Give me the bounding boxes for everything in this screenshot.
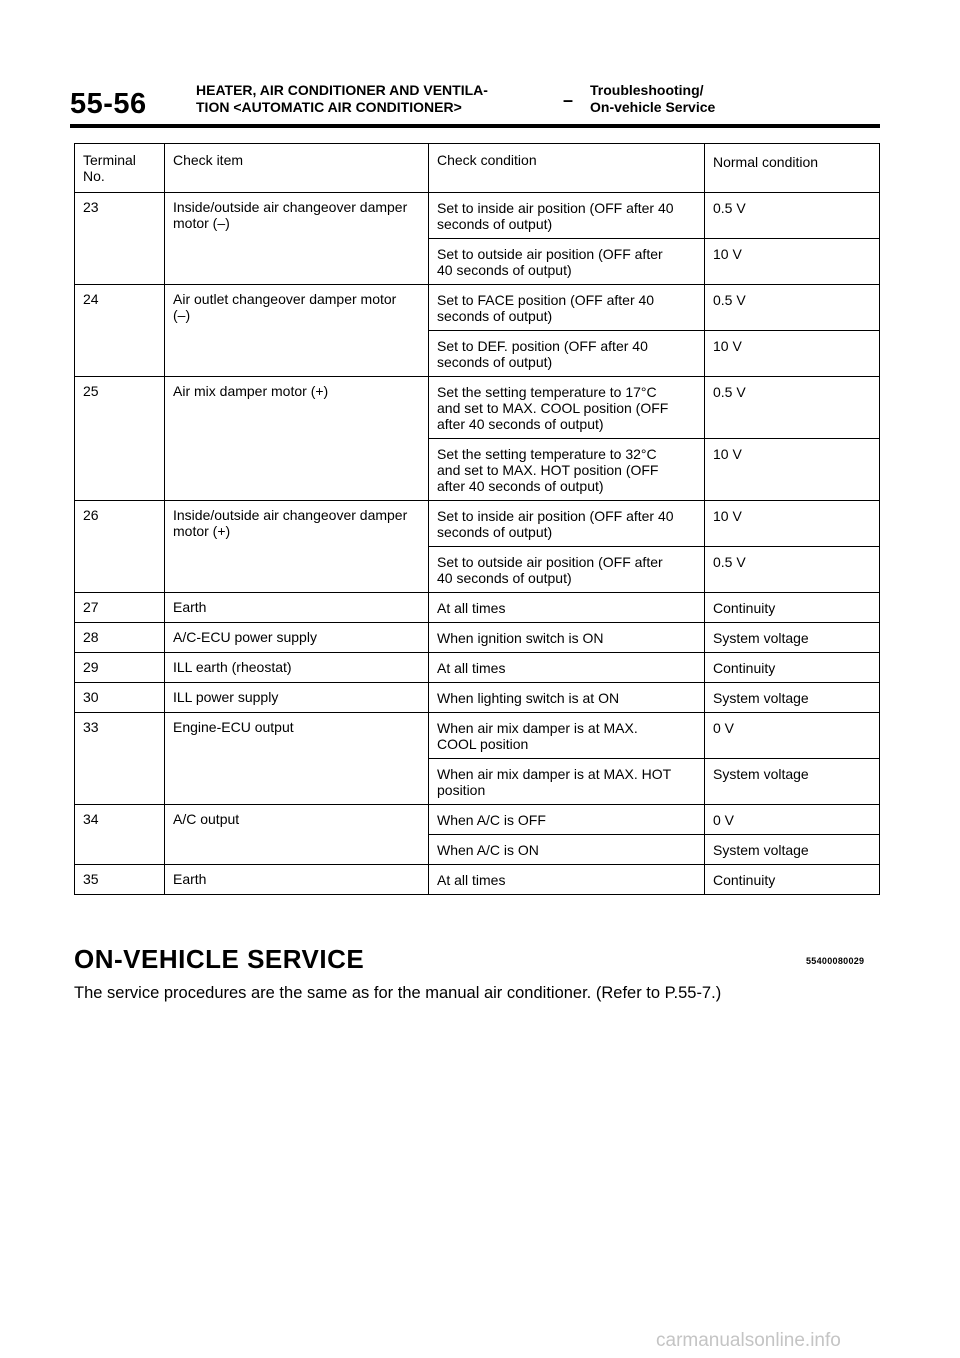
check-item-cell: Air mix damper motor (+) — [165, 377, 429, 501]
check-condition-cell: At all times — [429, 865, 705, 895]
watermark: carmanualsonline.info — [656, 1330, 841, 1351]
normal-condition-cell: 0 V — [705, 713, 880, 759]
header-separator: – — [563, 90, 574, 110]
check-item-cell: ILL power supply — [165, 683, 429, 713]
check-condition-cell: Set to outside air position (OFF after 40 seconds of output) — [429, 547, 705, 593]
check-item-cell: A/C-ECU power supply — [165, 623, 429, 653]
normal-condition-cell: 0 V — [705, 805, 880, 835]
header-section — [590, 82, 715, 116]
normal-condition-cell: 0.5 V — [705, 193, 880, 239]
normal-condition-cell: 10 V — [705, 501, 880, 547]
table-row — [75, 713, 880, 759]
normal-condition-cell: Continuity — [705, 865, 880, 895]
header-rule — [70, 124, 880, 128]
page-number: 55-56 — [70, 88, 147, 120]
header-title — [196, 82, 488, 116]
check-condition-cell: When A/C is ON — [429, 835, 705, 865]
check-condition-cell: At all times — [429, 593, 705, 623]
check-item-cell: Earth — [165, 865, 429, 895]
header-normal-condition: Normal condition — [705, 144, 880, 193]
check-item-cell: Earth — [165, 593, 429, 623]
check-item-cell: A/C output — [165, 805, 429, 865]
check-item-cell: Air outlet changeover damper motor (–) — [165, 285, 429, 377]
check-item-cell: Engine-ECU output — [165, 713, 429, 805]
terminal-number-cell: 29 — [75, 653, 165, 683]
table-row — [75, 683, 880, 713]
check-item-cell: Inside/outside air changeover damper motor (–) — [165, 193, 429, 285]
table-row — [75, 653, 880, 683]
section-code: 55400080029 — [806, 956, 865, 966]
table-row — [75, 865, 880, 895]
table-row — [75, 501, 880, 547]
check-condition-cell: When A/C is OFF — [429, 805, 705, 835]
table-body — [75, 193, 880, 895]
table-row — [75, 193, 880, 239]
check-condition-cell: Set to inside air position (OFF after 40 seconds of output) — [429, 193, 705, 239]
normal-condition-cell: 10 V — [705, 439, 880, 501]
normal-condition-cell: System voltage — [705, 683, 880, 713]
table-header-row — [75, 144, 880, 193]
check-condition-cell: When lighting switch is at ON — [429, 683, 705, 713]
table-row — [75, 377, 880, 439]
terminal-number-cell: 26 — [75, 501, 165, 593]
header-check-condition: Check condition — [429, 144, 705, 193]
check-condition-cell: When air mix damper is at MAX. HOT position — [429, 759, 705, 805]
header-section-line2: On-vehicle Service — [590, 99, 716, 115]
terminal-check-table — [74, 143, 880, 895]
normal-condition-cell: 10 V — [705, 239, 880, 285]
header-check-item: Check item — [165, 144, 429, 193]
section-title: ON-VEHICLE SERVICE — [74, 944, 365, 974]
header-title-line2: TION <AUTOMATIC AIR CONDITIONER> — [196, 99, 462, 115]
normal-condition-cell: System voltage — [705, 623, 880, 653]
normal-condition-cell: System voltage — [705, 835, 880, 865]
check-condition-cell: Set to outside air position (OFF after 40 seconds of output) — [429, 239, 705, 285]
check-condition-cell: Set to FACE position (OFF after 40 seconds of output) — [429, 285, 705, 331]
terminal-number-cell: 30 — [75, 683, 165, 713]
section-body: The service procedures are the same as for the manual air conditioner. (Refer to P.55-7.) — [74, 984, 722, 1002]
normal-condition-cell: 0.5 V — [705, 377, 880, 439]
check-condition-cell: Set to inside air position (OFF after 40 seconds of output) — [429, 501, 705, 547]
check-condition-cell: When ignition switch is ON — [429, 623, 705, 653]
check-condition-cell: When air mix damper is at MAX. COOL position — [429, 713, 705, 759]
check-condition-cell: Set the setting temperature to 32°C and set to MAX. HOT position (OFF after 40 seconds of output) — [429, 439, 705, 501]
terminal-number-cell: 28 — [75, 623, 165, 653]
check-item-cell: ILL earth (rheostat) — [165, 653, 429, 683]
header-section-line1: Troubleshooting/ — [590, 82, 704, 98]
terminal-number-cell: 27 — [75, 593, 165, 623]
check-condition-cell: Set the setting temperature to 17°C and set to MAX. COOL position (OFF after 40 seconds of output) — [429, 377, 705, 439]
check-item-cell: Inside/outside air changeover damper motor (+) — [165, 501, 429, 593]
header-terminal-no: Terminal No. — [75, 144, 165, 193]
normal-condition-cell: Continuity — [705, 593, 880, 623]
check-condition-cell: At all times — [429, 653, 705, 683]
normal-condition-cell: System voltage — [705, 759, 880, 805]
terminal-number-cell: 33 — [75, 713, 165, 805]
header-title-line1: HEATER, AIR CONDITIONER AND VENTILA- — [196, 82, 488, 98]
table-row — [75, 593, 880, 623]
check-condition-cell: Set to DEF. position (OFF after 40 seconds of output) — [429, 331, 705, 377]
terminal-number-cell: 34 — [75, 805, 165, 865]
normal-condition-cell: 0.5 V — [705, 547, 880, 593]
terminal-number-cell: 24 — [75, 285, 165, 377]
terminal-number-cell: 23 — [75, 193, 165, 285]
normal-condition-cell: Continuity — [705, 653, 880, 683]
normal-condition-cell: 0.5 V — [705, 285, 880, 331]
terminal-number-cell: 25 — [75, 377, 165, 501]
table-row — [75, 623, 880, 653]
normal-condition-cell: 10 V — [705, 331, 880, 377]
table-row — [75, 805, 880, 835]
terminal-number-cell: 35 — [75, 865, 165, 895]
table-row — [75, 285, 880, 331]
